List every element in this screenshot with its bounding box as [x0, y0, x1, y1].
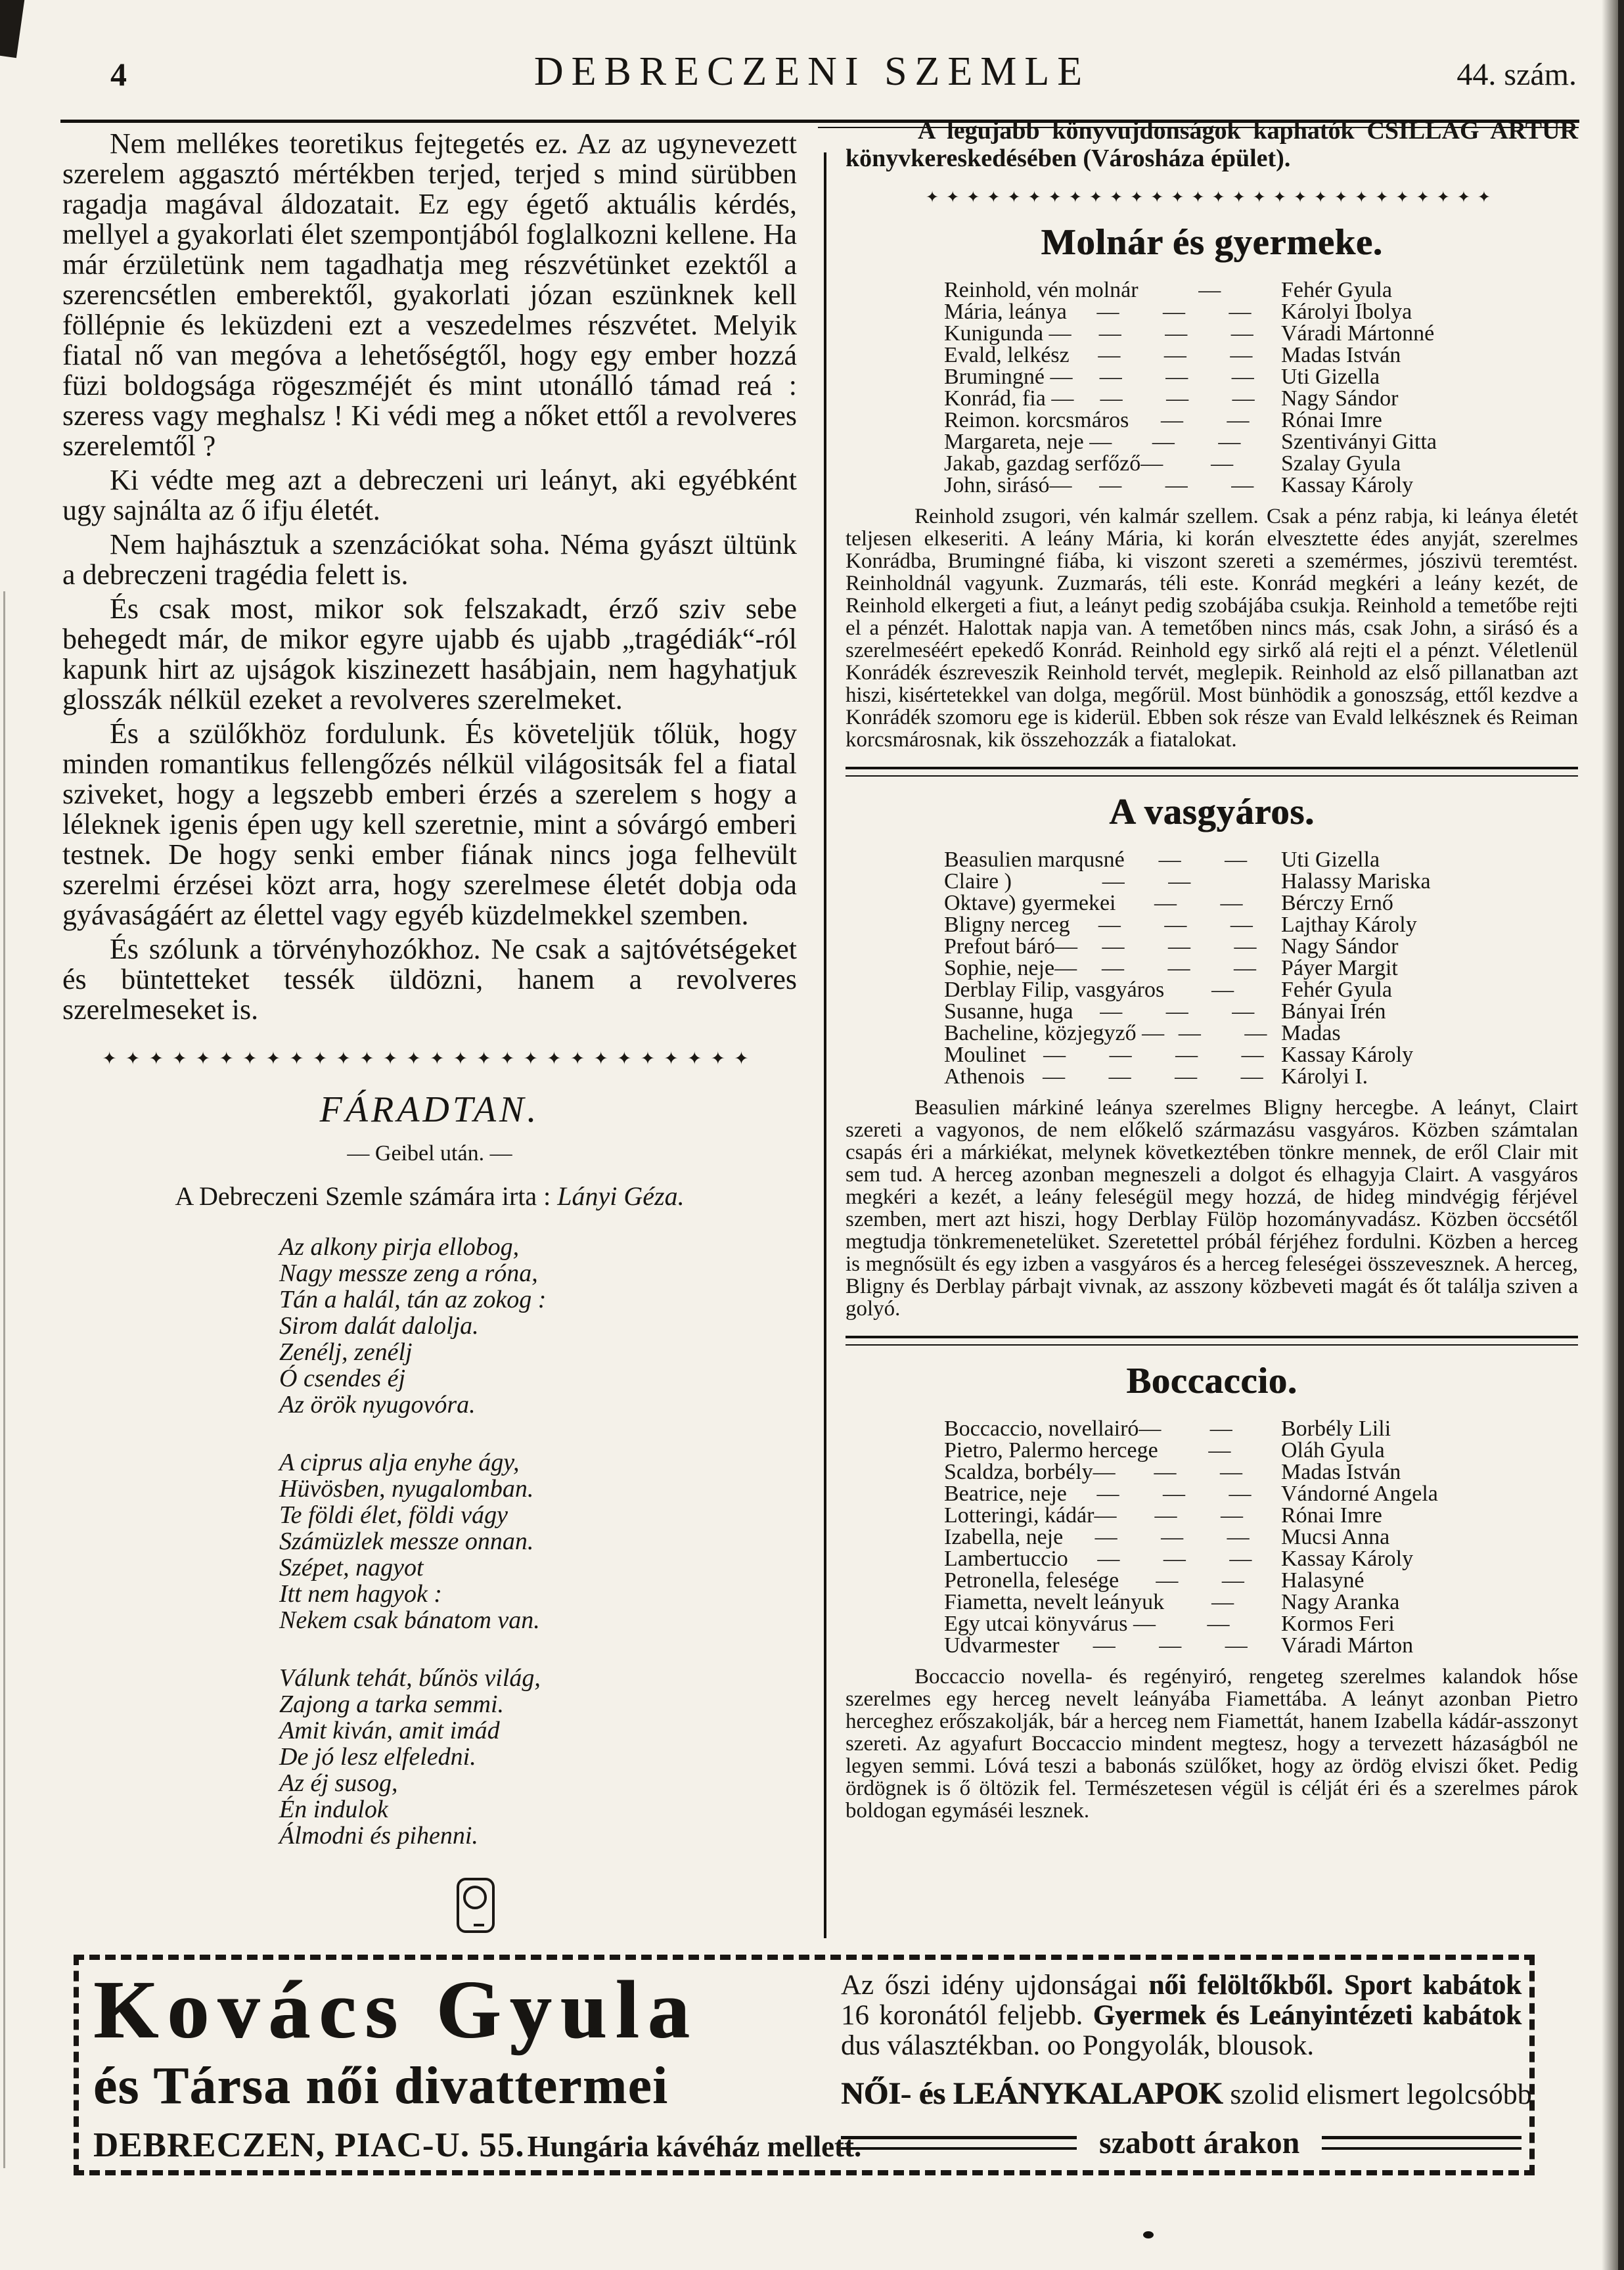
cast-row	[944, 431, 1578, 453]
cast-role: Boccaccio, novellairó—	[944, 1417, 1162, 1441]
cast-actor: Kormos Feri	[1281, 1612, 1395, 1636]
cast-role: Reinhold, vén molnár	[944, 278, 1139, 302]
cast-row	[944, 1570, 1578, 1591]
cast-actor: Fehér Gyula	[1281, 978, 1393, 1002]
cast-dashes: —	[1211, 453, 1234, 474]
scan-ink-dot	[1143, 2231, 1154, 2238]
cast-dashes: —	[1198, 279, 1221, 301]
cast-actor: Szalay Gyula	[1281, 451, 1401, 476]
cast-dashes: — — —	[1097, 1548, 1252, 1570]
cast-row	[944, 1526, 1578, 1548]
bookstore-ad: A legujabb könyvujdonságok kaphatók CSILLAG ARTUR könyvkereskedésében (Városháza épület).	[846, 117, 1578, 172]
article-paragraph: Nem hajhásztuk a szenzációkat soha. Néma gyászt ültünk a debreczeni tragédia felett is.	[62, 528, 797, 591]
cast-dashes: —	[1211, 1591, 1234, 1613]
cast-role: Udvarmester	[944, 1633, 1060, 1658]
cast-role: Sophie, neje—	[944, 956, 1077, 980]
poem-line: Válunk tehát, bűnös világ,	[279, 1664, 541, 1692]
cast-dashes: — —	[1160, 409, 1250, 431]
hats-bold: NŐI- és LEÁNYKALAPOK	[841, 2076, 1223, 2111]
cast-row	[944, 1044, 1578, 1066]
ornament-tail	[474, 1924, 484, 1926]
diamond-ornament-row: ✦✦✦✦✦✦✦✦✦✦✦✦✦✦✦✦✦✦✦✦✦✦✦✦✦✦✦✦	[925, 189, 1499, 206]
cast-row	[944, 388, 1578, 409]
cast-role: Lotteringi, kádár—	[944, 1503, 1117, 1528]
cast-role: Pietro, Palermo hercege	[944, 1438, 1158, 1463]
cast-actor: Kassay Károly	[1281, 473, 1414, 497]
fixed-prices-line	[841, 2125, 1522, 2161]
poem-line: Számüzlek messze onnan.	[279, 1528, 534, 1555]
cast-actor: Bérczy Ernő	[1281, 891, 1393, 915]
ornament-circle	[463, 1886, 487, 1909]
play-title: Boccaccio.	[1126, 1361, 1297, 1401]
editorial-article	[62, 129, 797, 1025]
advertiser-name: Kovács Gyula	[93, 1964, 698, 2056]
cast-actor: Vándorné Angela	[1281, 1482, 1438, 1506]
cast-dashes: — —	[1154, 1461, 1243, 1483]
play-synopsis: Beasulien márkiné leánya szerelmes Bligny hercegbe. A leányt, Clairt szereti a vagyonos, de nem előkelő származásu vasgyáros. Közben számtalan csapás éri a márkiékat, melynek következtében tönkre mennek, de eről Clair mit sem tud. A herceg azonban megneszeli a dolgot és elhagyja Clairt. A vasgyáros megkéri a kezét, a leány feleségül megy hozzá, de hideg mindvégig férjével szemben, mert azt hiszi, hogy Derblay Fülöp hozományvadász. Közben öccsétől megtudja tönkremenetelüket. Szeretettel próbál férjéhez fordulni. Közben a herceg is megnősült és egy izben a vasgyáros és a herceg feleségei összevesznek. A herceg, Bligny és Derblay párbajt vivnak, az asszony közbeveti magát és őt találja sziven a golyó.	[846, 1096, 1578, 1321]
cast-row	[944, 1001, 1578, 1022]
cast-row	[944, 474, 1578, 496]
cast-role: Beasulien marqusné	[944, 848, 1125, 872]
cast-role: Konrád, fia —	[944, 386, 1074, 411]
cast-row	[944, 1461, 1578, 1483]
cast-dashes: — — —	[1098, 914, 1253, 936]
cast-role: Prefout báró—	[944, 934, 1078, 959]
poem-line: Az alkony pirja ellobog,	[279, 1233, 520, 1261]
column-divider	[824, 152, 826, 1938]
cast-row	[944, 914, 1578, 936]
cast-dashes: — —	[1178, 1022, 1267, 1044]
cast-actor: Váradi Mártonné	[1281, 321, 1435, 346]
poem-line: De jó lesz elfeledni.	[279, 1743, 476, 1771]
poem-line: Álmodni és pihenni.	[279, 1822, 478, 1850]
cast-role: Claire )	[944, 869, 1012, 894]
ad-text: 16 koronától feljebb.	[841, 2000, 1093, 2031]
cast-row	[944, 1548, 1578, 1570]
cast-actor: Oláh Gyula	[1281, 1438, 1385, 1463]
cast-role: Oktave) gyermekei	[944, 891, 1116, 915]
cast-list	[944, 1418, 1578, 1656]
ad-text-bold: női felöltőkből. Sport kabátok	[1148, 1970, 1522, 2001]
scan-left-edge-line	[3, 591, 5, 2168]
cast-role: Izabella, neje	[944, 1525, 1064, 1549]
ad-text: Az őszi idény ujdonságai	[841, 1970, 1149, 2001]
cast-actor: Uti Gizella	[1281, 365, 1380, 389]
double-rule-separator	[846, 767, 1578, 777]
cast-row	[944, 936, 1578, 957]
cast-row	[944, 1066, 1578, 1087]
cast-row	[944, 1483, 1578, 1505]
poem-stanza	[279, 1449, 797, 1633]
left-column	[62, 129, 797, 1933]
cast-dashes: — —	[1102, 871, 1191, 892]
cast-actor: Károlyi Ibolya	[1281, 300, 1412, 324]
cast-actor: Lajthay Károly	[1281, 913, 1417, 937]
fashion-house-ad	[93, 1964, 862, 2165]
poem-line: Én indulok	[279, 1796, 388, 1823]
article-paragraph: Ki védte meg azt a debreczeni uri leányt, aki egyébként ugy sajnálta az ő ifju életét.	[62, 464, 797, 526]
cast-dashes: — — —	[1098, 323, 1253, 344]
poem-line: Zenélj, zenélj	[279, 1338, 413, 1366]
cast-dashes: —	[1207, 1613, 1230, 1635]
bottom-advertisement-box	[74, 1955, 1535, 2175]
cast-role: Mária, leánya	[944, 300, 1067, 324]
play-section-boccaccio	[846, 1360, 1578, 1822]
fixed-prices-label: szabott árakon	[1098, 2125, 1300, 2160]
cast-row	[944, 344, 1578, 366]
page-number: 4	[110, 56, 127, 93]
cast-role: Evald, lelkész	[944, 343, 1070, 367]
article-paragraph: És a szülőkhöz fordulunk. És követeljük tőlük, hogy minden romantikus fellengőzés nélkül világositsák fel a fiatal sziveket, hogy a legszebb emberi érzés a szerelem s hogy a léleknek igenis épen ugy kell szeretnie, mint a sóvárgó emberi testnek. De hogy senki ember fiának nincs joga felhevült szerelmi érzései közt arra, hogy szerelmese életét dobja oda gyávaságáért az élettel vagy egyéb küzdelmekkel szemben.	[62, 717, 797, 931]
ad-text-bold: Gyermek és Leányintézeti kabátok	[1093, 2000, 1522, 2031]
cast-actor: Mucsi Anna	[1281, 1525, 1390, 1549]
cast-dashes: —	[1208, 1440, 1231, 1461]
cast-role: Reimon. korcsmáros	[944, 408, 1129, 432]
cast-actor: Kassay Károly	[1281, 1043, 1414, 1067]
cast-dashes: — —	[1158, 849, 1248, 871]
cast-actor: Károlyi I.	[1281, 1064, 1368, 1089]
play-synopsis: Reinhold zsugori, vén kalmár szellem. Csak a pénz rabja, ki leánya életét teljesen elkeseriti. A leány Mária, ki korán elvesztette édes anyját, szerelmes Konrádba, Brumingné fiába, ki viszont szereti a szemérmes, jószivü teremtést. Reinholdnál vagyunk. Zuzmarás, téli este. Konrád megkéri a leány kezét, de Reinhold elkergeti a fiut, a leányt pedig szobájába csukja. Reinhold a temetőbe rejti el a pénzét. Halottak napja van. A temetőben nincs más, csak John, a sirásó és a szerelmeséért epekedő Konrád. Reinhold egy sirkő alá rejti el a pénzt. Véletlenül Konrádék észreveszik Reinhold tervét, meglepik. Reinhold az első pillanatban azt hiszi, kisértetekkel van dolga, megőrül. Most bünhödik a gonoszság, ettől kezdve a Konrádék szomoru ege is kiderül. Ebben sok része van Evald lelkésznek és Reiman korcsmárosnak, kik összehozzák a fiatalokat.	[846, 505, 1578, 752]
article-paragraph: És szólunk a törvényhozókhoz. Ne csak a sajtóvétségeket és büntetteket tessék üldözni, hanem a revolveres szerelmeseket is.	[62, 933, 797, 1026]
cast-dashes: —	[1209, 1418, 1232, 1440]
poem-stanza	[279, 1665, 797, 1849]
cast-row	[944, 871, 1578, 892]
cast-role: Moulinet	[944, 1043, 1026, 1067]
cast-dashes: —	[1211, 979, 1234, 1001]
cast-role: Athenois	[944, 1064, 1025, 1089]
cast-actor: Páyer Margit	[1281, 956, 1398, 980]
cast-role: Derblay Filip, vasgyáros	[944, 978, 1165, 1002]
cast-row	[944, 1505, 1578, 1526]
cast-actor: Fehér Gyula	[1281, 278, 1393, 302]
autumn-ad-text	[841, 1970, 1522, 2061]
double-rule-separator	[846, 1336, 1578, 1346]
hats-rest: szolid elismert legolcsóbb	[1223, 2078, 1532, 2110]
poem-line: Az éj susog,	[279, 1769, 398, 1797]
article-paragraph: Nem mellékes teoretikus fejtegetés ez. Az az ugynevezett szerelem aggasztó mértékben terjed, terjed s mind sürübben ragadja magával áldozatait. Ez egy égető aktuális kérdés, mellyel a gyakorlati élet szempontjából foglalkozni kellene. Ha már érzületünk nem tagadhatja meg részvétünket ezektől a szerencsétlen emberektől, gyakorlati józan eszünknek kell föllépnie és leküzdeni ezt a veszedelmes részvétet. Melyik fiatal nő van megóva a lehetőségtől, hogy egy ember hozzá füzi boldogsága rögeszméjét és mint utonálló támad reá : szeress vagy meghalsz ! Ki védi meg a nőket ettől a revolveres szerelemtől ?	[62, 127, 797, 462]
cast-actor: Uti Gizella	[1281, 848, 1380, 872]
poem-byline	[62, 1181, 797, 1212]
printer-ornament-icon	[457, 1878, 495, 1933]
poem-line: Itt nem hagyok :	[279, 1580, 442, 1608]
poem-line: Sirom dalát dalolja.	[279, 1312, 479, 1340]
cast-dashes: — — —	[1096, 1483, 1252, 1505]
cast-role: Margareta, neje —	[944, 430, 1112, 454]
cast-actor: Kassay Károly	[1281, 1547, 1414, 1571]
cast-dashes: — —	[1154, 892, 1243, 914]
ad-text: dus választékban. oo Pongyolák, blousok.	[841, 2030, 1315, 2061]
cast-row	[944, 979, 1578, 1001]
cast-dashes: — —	[1154, 1505, 1243, 1526]
article-paragraph: És csak most, mikor sok felszakadt, érző sziv sebe behegedt már, de mikor egyre ujabb és ujabb „tragédiák“-ról kapunk hirt az ujságok kiszinezett hasábjain, nem hagyhatjuk glosszák nélkül ezeket a revolveres szerelmeket.	[62, 593, 797, 715]
poem-title: FÁRADTAN.	[319, 1089, 540, 1130]
cast-row	[944, 1418, 1578, 1440]
cast-actor: Rónai Imre	[1281, 408, 1382, 432]
cast-dashes: — — —	[1093, 1635, 1248, 1656]
poem-line: Az örök nyugovóra.	[279, 1391, 476, 1419]
cast-role: Petronella, felesége	[944, 1568, 1119, 1593]
cast-dashes: — — —	[1100, 388, 1255, 409]
cast-list	[944, 849, 1578, 1087]
cast-actor: Szentiványi Gitta	[1281, 430, 1437, 454]
cast-dashes: — — —	[1094, 1526, 1250, 1548]
cast-actor: Halasyné	[1281, 1568, 1365, 1593]
cast-dashes: — — — —	[1043, 1044, 1264, 1066]
cast-dashes: — — — —	[1043, 1066, 1263, 1087]
cast-actor: Nagy Sándor	[1281, 386, 1399, 411]
cast-role: Jakab, gazdag serfőző—	[944, 451, 1163, 476]
advertiser-subtitle: és Társa női divattermei	[93, 2057, 669, 2115]
byline-prefix: A Debreczeni Szemle számára irta :	[175, 1181, 551, 1211]
play-section-molnar	[846, 221, 1578, 751]
poem-line: Amit kiván, amit imád	[279, 1717, 500, 1744]
autumn-season-ad	[841, 1970, 1532, 2161]
diamond-ornament-row: ✦✦✦✦✦✦✦✦✦✦✦✦✦✦✦✦✦✦✦✦✦✦✦✦✦✦✦✦	[102, 1049, 757, 1068]
double-rule-left	[841, 2136, 1077, 2150]
right-column	[846, 117, 1578, 1822]
cast-dashes: — —	[1152, 431, 1241, 453]
cast-actor: Nagy Aranka	[1281, 1590, 1400, 1614]
cast-row	[944, 1613, 1578, 1635]
cast-row	[944, 409, 1578, 431]
play-title: Molnár és gyermeke.	[1041, 222, 1383, 263]
cast-role: Bligny nerceg	[944, 913, 1070, 937]
cast-dashes: — — —	[1100, 1001, 1255, 1022]
poem-line: Hüvösben, nyugalomban.	[279, 1475, 534, 1503]
cast-role: Brumingné —	[944, 365, 1073, 389]
poem-line: Nekem csak bánatom van.	[279, 1606, 540, 1634]
cast-row	[944, 1022, 1578, 1044]
cast-actor: Nagy Sándor	[1281, 934, 1399, 959]
scan-edge-shadow-core	[1618, 0, 1624, 2270]
advertiser-address-line	[93, 2125, 862, 2165]
cast-role: Egy utcai könyvárus —	[944, 1612, 1156, 1636]
cast-row	[944, 323, 1578, 344]
cast-actor: Rónai Imre	[1281, 1503, 1382, 1528]
poem-subtitle: — Geibel után. —	[347, 1141, 512, 1166]
cast-row	[944, 279, 1578, 301]
cast-role: Lambertuccio	[944, 1547, 1068, 1571]
cast-role: Beatrice, neje	[944, 1482, 1067, 1506]
play-section-vasgyaros	[846, 791, 1578, 1320]
cast-actor: Váradi Márton	[1281, 1633, 1414, 1658]
poem-body	[279, 1234, 797, 1849]
poem-line: Tán a halál, tán az zokog :	[279, 1286, 547, 1313]
cast-row	[944, 957, 1578, 979]
byline-author: Lányi Géza.	[557, 1181, 685, 1211]
cast-dashes: — — —	[1096, 301, 1252, 323]
cast-dashes: — — —	[1098, 344, 1253, 366]
cast-dashes: — — —	[1102, 936, 1257, 957]
cast-actor: Madas István	[1281, 1460, 1401, 1484]
cast-row	[944, 366, 1578, 388]
cast-row	[944, 1591, 1578, 1613]
cast-row	[944, 453, 1578, 474]
play-title: A vasgyáros.	[1109, 792, 1315, 832]
advertiser-address-note: Hungária kávéház mellett.	[527, 2130, 862, 2163]
cast-role: Susanne, huga	[944, 999, 1073, 1024]
poem-line: Nagy messze zeng a róna,	[279, 1260, 538, 1287]
cast-row	[944, 892, 1578, 914]
cast-row	[944, 1635, 1578, 1656]
cast-row	[944, 849, 1578, 871]
cast-actor: Borbély Lili	[1281, 1417, 1391, 1441]
masthead-title: DEBRECZENI SZEMLE	[533, 49, 1091, 94]
poem-line: Ó csendes éj	[279, 1365, 406, 1392]
cast-dashes: — — —	[1102, 957, 1257, 979]
poem-line: Te földi élet, földi vágy	[279, 1501, 508, 1529]
cast-list	[944, 279, 1578, 496]
cast-dashes: — — —	[1099, 366, 1254, 388]
poem-line: A ciprus alja enyhe ágy,	[279, 1449, 520, 1476]
poem-stanza	[279, 1234, 797, 1418]
advertiser-address: DEBRECZEN, PIAC-U. 55.	[93, 2126, 525, 2164]
cast-actor: Madas	[1281, 1021, 1341, 1045]
cast-actor: Bányai Irén	[1281, 999, 1386, 1024]
poem-line: Szépet, nagyot	[279, 1554, 424, 1581]
cast-role: John, sirásó—	[944, 473, 1072, 497]
cast-dashes: — —	[1156, 1570, 1244, 1591]
cast-row	[944, 1440, 1578, 1461]
play-synopsis: Boccaccio novella- és regényiró, rengeteg szerelmes kalandok hőse szerelmes egy herceg nevelt leányába Fiamettába. A leányt azonban Pietro herceghez erőszakolják, bár a herceg nem Fiamettát, hanem Izabella kádár-asszonyt szereti. Az agyafurt Boccaccio mindent megtesz, hogy a tervezett házaságból ne legyen semmi. Lóvá teszi a babonás szülőket, hogy az ördög elviszi őket. Pedig ördögnek is ő öltözik fel. Természetesen végül is célját éri és a szerelmes párok boldogan egymáséi lesznek.	[846, 1665, 1578, 1823]
cast-actor: Halassy Mariska	[1281, 869, 1431, 894]
cast-role: Bacheline, közjegyző —	[944, 1021, 1165, 1045]
cast-role: Scaldza, borbély—	[944, 1460, 1116, 1484]
poem-line: Zajong a tarka semmi.	[279, 1691, 504, 1718]
issue-number: 44. szám.	[1456, 57, 1577, 92]
cast-dashes: — — —	[1099, 474, 1254, 496]
double-rule-right	[1322, 2136, 1522, 2150]
cast-role: Kunigunda —	[944, 321, 1071, 346]
cast-row	[944, 301, 1578, 323]
cast-actor: Madas István	[1281, 343, 1401, 367]
cast-role: Fiametta, nevelt leányuk	[944, 1590, 1165, 1614]
hats-line	[841, 2076, 1532, 2112]
